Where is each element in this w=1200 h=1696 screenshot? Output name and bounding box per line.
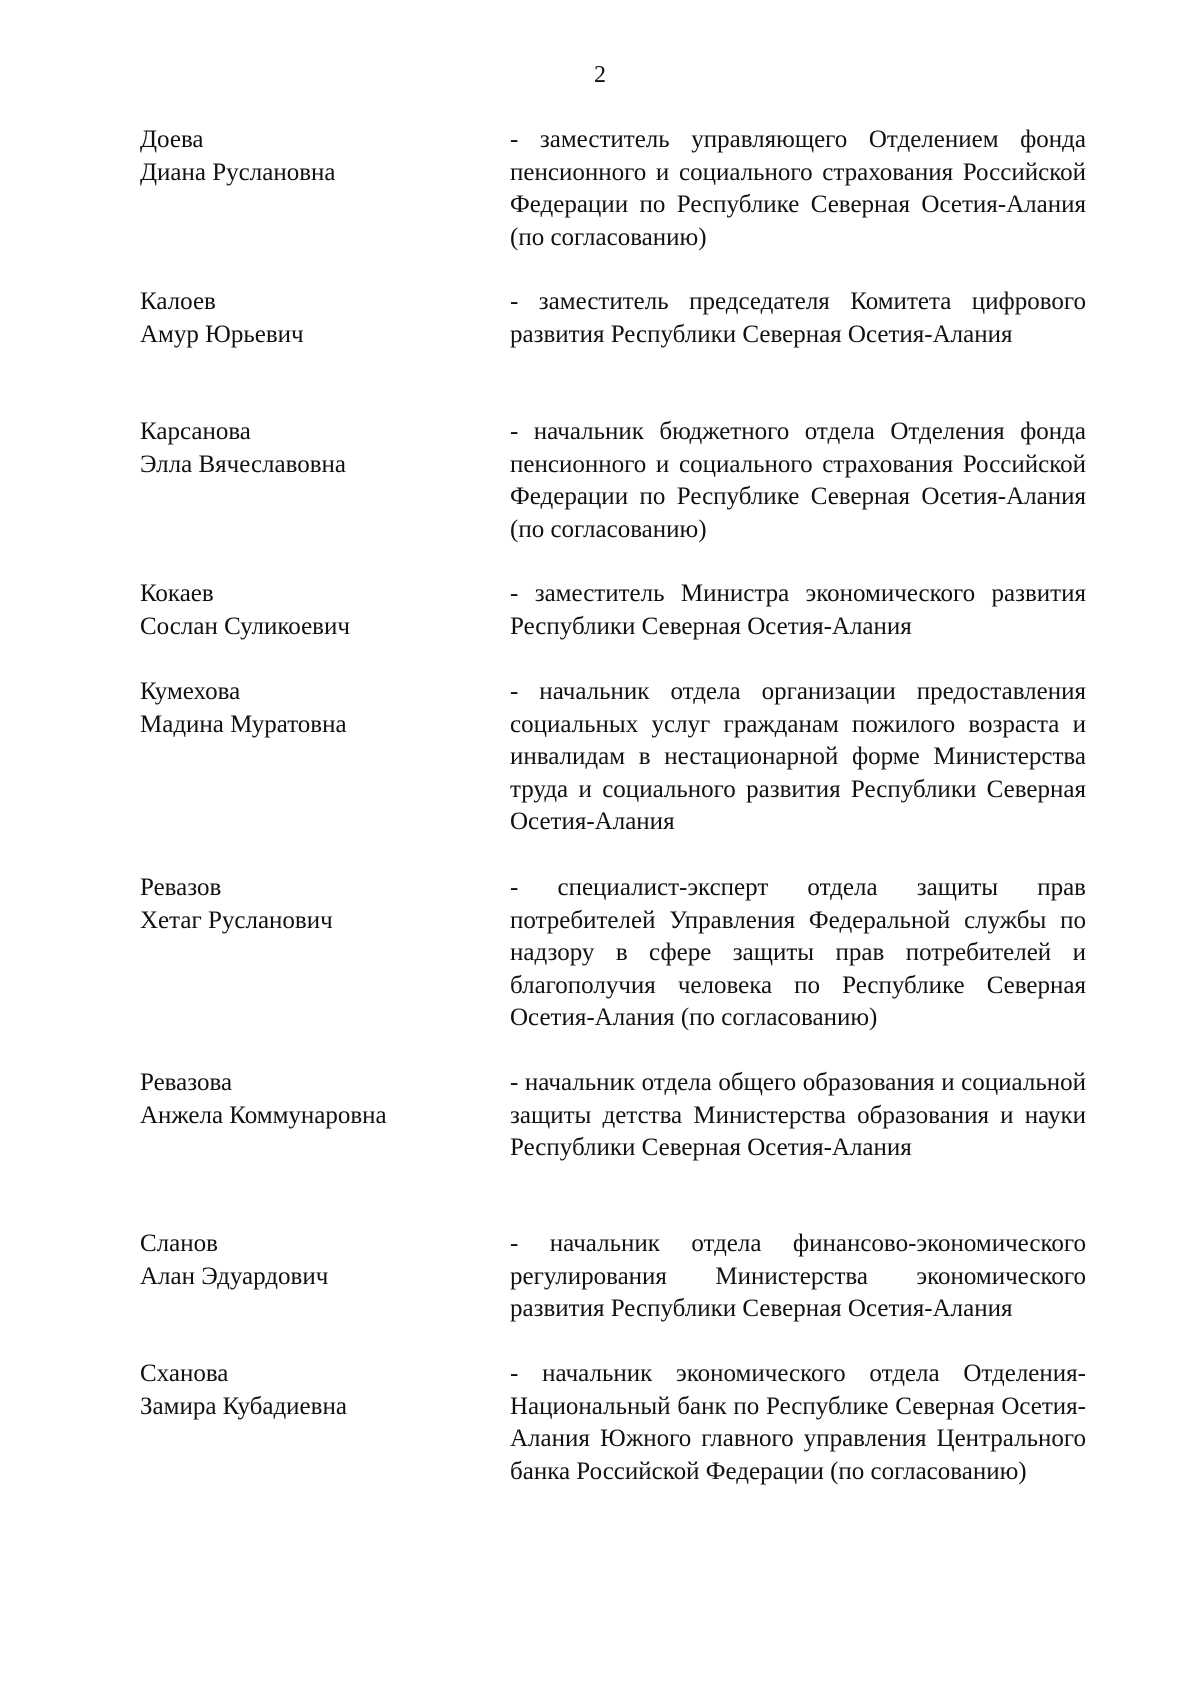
member-role: - начальник экономического отдела Отделения-Национальный банк по Республике Северная Осетия-Алания Южного главного управления Центрального банка Российской Федерации (по согласованию)	[510, 1360, 1086, 1485]
member-given-name: Сослан Суликоевич	[140, 612, 350, 640]
member-role: - специалист-эксперт отдела защиты прав потребителей Управления Федеральной службы по надзору в сфере защиты прав потребителей и благополучия человека по Республике Северная Осетия-Алания (по согласованию)	[510, 874, 1086, 1031]
member-surname: Калоев	[140, 288, 216, 315]
member-given-name: Замира Кубадиевна	[140, 1392, 347, 1420]
member-given-name: Хетаг Русланович	[140, 906, 333, 934]
member-given-name: Алан Эдуардович	[140, 1262, 329, 1290]
member-name	[140, 1228, 510, 1293]
member-given-name: Элла Вячеславовна	[140, 450, 347, 478]
member-name	[140, 578, 510, 643]
member-name	[140, 1358, 510, 1423]
member-role: - заместитель Министра экономического развития Республики Северная Осетия-Алания	[510, 580, 1086, 640]
member-name	[140, 286, 510, 351]
member-given-name: Амур Юрьевич	[140, 320, 304, 348]
member-name	[140, 416, 510, 481]
member-surname: Ревазова	[140, 1069, 233, 1096]
member-surname: Карсанова	[140, 418, 251, 445]
member-surname: Сланов	[140, 1230, 218, 1257]
member-role: - заместитель управляющего Отделением фонда пенсионного и социального страхования Российской Федерации по Республике Северная Осетия-Алания (по согласованию)	[510, 126, 1086, 251]
member-surname: Сханова	[140, 1360, 229, 1387]
member-role: - начальник отдела организации предоставления социальных услуг гражданам пожилого возраста и инвалидам в нестационарной форме Министерства труда и социального развития Республики Северная Осетия-Алания	[510, 678, 1086, 835]
page-number: 2	[594, 62, 606, 88]
member-role: - начальник отдела финансово-экономического регулирования Министерства экономического развития Республики Северная Осетия-Алания	[510, 1230, 1086, 1322]
member-name	[140, 1067, 510, 1132]
member-surname: Ревазов	[140, 874, 222, 901]
member-given-name: Анжела Коммунаровна	[140, 1101, 387, 1129]
member-name	[140, 872, 510, 937]
member-surname: Доева	[140, 126, 204, 153]
member-surname: Кумехова	[140, 678, 241, 705]
member-role: - заместитель председателя Комитета цифрового развития Республики Северная Осетия-Алания	[510, 288, 1086, 348]
member-role: - начальник бюджетного отдела Отделения фонда пенсионного и социального страхования Российской Федерации по Республике Северная Осетия-Алания (по согласованию)	[510, 418, 1086, 543]
member-name	[140, 676, 510, 741]
member-name	[140, 124, 510, 189]
member-given-name: Диана Руслановна	[140, 158, 336, 186]
member-surname: Кокаев	[140, 580, 214, 607]
member-role: - начальник отдела общего образования и социальной защиты детства Министерства образования и науки Республики Северная Осетия-Алания	[510, 1069, 1086, 1161]
member-given-name: Мадина Муратовна	[140, 710, 347, 738]
